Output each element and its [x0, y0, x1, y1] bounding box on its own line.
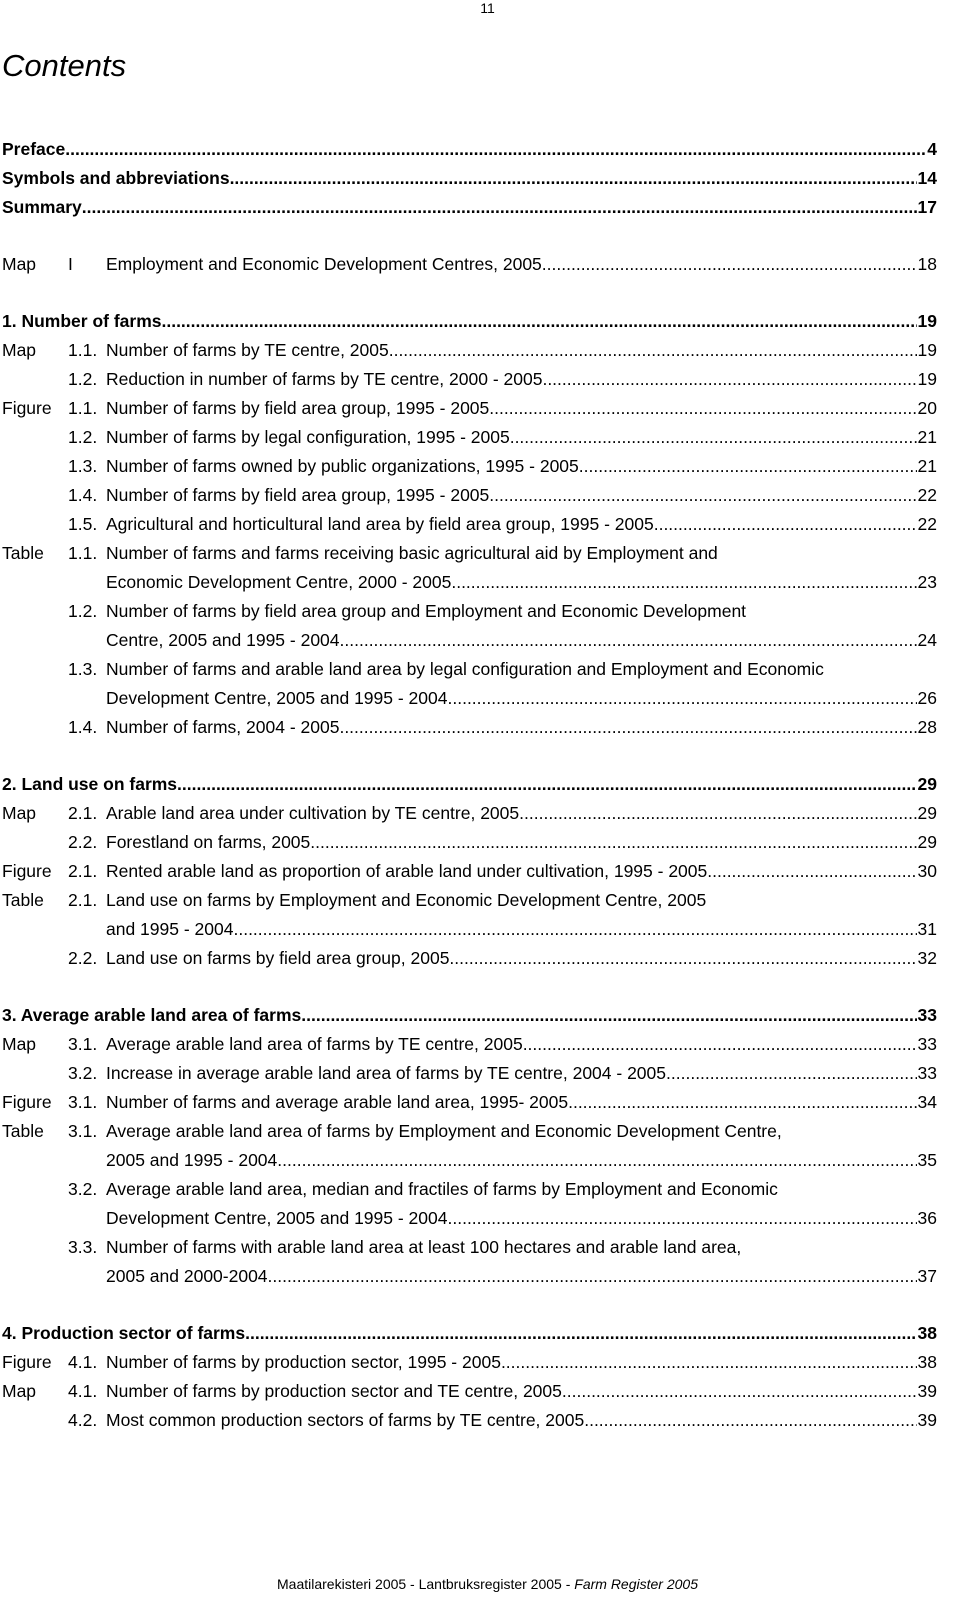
entry-number: 4.1. [68, 1352, 98, 1372]
dot-leader [707, 857, 916, 886]
footer-italic: Farm Register 2005 [574, 1576, 698, 1592]
dot-leader [310, 828, 916, 857]
entry-number: 1.4. [68, 485, 98, 505]
entry-page-number: 23 [917, 572, 937, 592]
entry-title: Most common production sectors of farms by TE centre, 2005 [106, 1410, 585, 1430]
entry-number: 1.3. [68, 456, 98, 476]
table-of-contents [2, 135, 937, 1435]
entry-page-number: 38 [917, 1352, 937, 1372]
dot-leader [65, 135, 926, 164]
entry-number: 1.4. [68, 717, 98, 737]
entry-page-number: 29 [917, 832, 937, 852]
toc-section-entry[interactable] [2, 770, 937, 799]
dot-leader [568, 1088, 916, 1117]
toc-entry[interactable] [2, 626, 937, 655]
toc-entry[interactable] [2, 886, 937, 915]
toc-entry[interactable] [2, 1377, 937, 1406]
toc-entry[interactable] [2, 1117, 937, 1146]
page-number: 11 [480, 0, 495, 16]
toc-entry[interactable] [2, 857, 937, 886]
entry-title: 2. Land use on farms [2, 774, 178, 794]
entry-number: 3.2. [68, 1063, 98, 1083]
dot-leader [161, 307, 916, 336]
dot-leader [448, 1204, 917, 1233]
dot-leader [301, 1001, 916, 1030]
entry-page-number: 19 [917, 340, 937, 360]
entry-title: Average arable land area of farms by TE centre, 2005 [106, 1034, 523, 1054]
dot-leader [339, 713, 916, 742]
toc-entry[interactable] [2, 452, 937, 481]
dot-leader [542, 365, 916, 394]
entry-title: Number of farms by field area group, 1995 - 2005 [106, 485, 490, 505]
entry-title: Number of farms by TE centre, 2005 [106, 340, 389, 360]
entry-page-number: 33 [917, 1034, 937, 1054]
toc-entry[interactable] [2, 423, 937, 452]
entry-title: Number of farms and farms receiving basic agricultural aid by Employment and [106, 543, 718, 563]
page-title: Contents [2, 48, 127, 83]
entry-page-number: 17 [917, 197, 937, 217]
entry-number: 4.2. [68, 1410, 98, 1430]
entry-title: Land use on farms by field area group, 2005 [106, 948, 450, 968]
dot-leader [489, 481, 916, 510]
dot-leader [245, 1319, 916, 1348]
entry-title: Development Centre, 2005 and 1995 - 2004 [106, 1208, 448, 1228]
dot-leader [489, 394, 916, 423]
section-spacer [2, 279, 937, 307]
toc-entry[interactable] [2, 828, 937, 857]
dot-leader [451, 568, 916, 597]
entry-page-number: 33 [917, 1005, 937, 1025]
entry-title: Average arable land area, median and fractiles of farms by Employment and Economic [106, 1179, 778, 1199]
entry-title: Number of farms by field area group and Employment and Economic Development [106, 601, 747, 621]
entry-title: 4. Production sector of farms [2, 1323, 246, 1343]
entry-kind: Table [2, 1121, 44, 1141]
toc-entry[interactable] [2, 250, 937, 279]
entry-title: Number of farms, 2004 - 2005 [106, 717, 340, 737]
entry-page-number: 22 [917, 485, 937, 505]
toc-entry[interactable] [2, 568, 937, 597]
entry-number: 1.2. [68, 601, 98, 621]
toc-entry[interactable] [2, 684, 937, 713]
toc-section-entry[interactable] [2, 164, 937, 193]
entry-page-number: 39 [917, 1381, 937, 1401]
toc-entry[interactable] [2, 915, 937, 944]
entry-number: 3.1. [68, 1034, 98, 1054]
entry-page-number: 18 [917, 254, 937, 274]
entry-page-number: 28 [917, 717, 937, 737]
toc-entry[interactable] [2, 1088, 937, 1117]
entry-page-number: 32 [917, 948, 937, 968]
entry-page-number: 14 [917, 168, 937, 188]
toc-entry[interactable] [2, 597, 937, 626]
toc-entry[interactable] [2, 481, 937, 510]
section-spacer [2, 1291, 937, 1319]
entry-page-number: 31 [917, 919, 937, 939]
dot-leader [230, 164, 917, 193]
entry-number: 2.1. [68, 803, 98, 823]
entry-page-number: 33 [917, 1063, 937, 1083]
dot-leader [584, 1406, 916, 1435]
entry-title: 3. Average arable land area of farms [2, 1005, 302, 1025]
entry-kind: Map [2, 340, 37, 360]
entry-number: 2.1. [68, 890, 98, 910]
entry-kind: Map [2, 1381, 37, 1401]
entry-page-number: 24 [917, 630, 937, 650]
dot-leader [542, 250, 917, 279]
toc-entry[interactable] [2, 655, 937, 684]
entry-number: 1.3. [68, 659, 98, 679]
toc-section-entry[interactable] [2, 307, 937, 336]
dot-leader [501, 1348, 917, 1377]
entry-title: Number of farms with arable land area at least 100 hectares and arable land area, [106, 1237, 742, 1257]
entry-number: 4.1. [68, 1381, 98, 1401]
dot-leader [519, 799, 916, 828]
entry-page-number: 39 [917, 1410, 937, 1430]
dot-leader [654, 510, 917, 539]
dot-leader [268, 1262, 917, 1291]
toc-section-entry[interactable] [2, 1001, 937, 1030]
entry-number: 1.2. [68, 427, 98, 447]
toc-section-entry[interactable] [2, 193, 937, 222]
entry-title: Average arable land area of farms by Employment and Economic Development Centre, [106, 1121, 782, 1141]
entry-page-number: 37 [917, 1266, 937, 1286]
entry-page-number: 22 [917, 514, 937, 534]
entry-title: Forestland on farms, 2005 [106, 832, 311, 852]
toc-entry[interactable] [2, 799, 937, 828]
entry-title: Land use on farms by Employment and Economic Development Centre, 2005 [106, 890, 707, 910]
entry-title: Number of farms by field area group, 1995 - 2005 [106, 398, 490, 418]
toc-entry[interactable] [2, 1348, 937, 1377]
toc-entry[interactable] [2, 1262, 937, 1291]
entry-kind: Table [2, 890, 44, 910]
toc-entry[interactable] [2, 1204, 937, 1233]
dot-leader [82, 193, 917, 222]
toc-entry[interactable] [2, 336, 937, 365]
dot-leader [523, 1030, 917, 1059]
entry-page-number: 38 [917, 1323, 937, 1343]
toc-entry[interactable] [2, 1059, 937, 1088]
entry-title: Arable land area under cultivation by TE centre, 2005 [106, 803, 520, 823]
entry-page-number: 34 [917, 1092, 937, 1112]
entry-title: Number of farms by legal configuration, 1995 - 2005 [106, 427, 510, 447]
entry-title: Number of farms by production sector, 1995 - 2005 [106, 1352, 501, 1372]
entry-title: Economic Development Centre, 2000 - 2005 [106, 572, 452, 592]
toc-entry[interactable] [2, 713, 937, 742]
entry-title: 2005 and 1995 - 2004 [106, 1150, 278, 1170]
entry-number: 3.3. [68, 1237, 98, 1257]
toc-entry[interactable] [2, 539, 937, 568]
entry-page-number: 29 [917, 803, 937, 823]
footer-text: Maatilarekisteri 2005 - Lantbruksregister 2005 - [277, 1576, 575, 1592]
dot-leader [340, 626, 917, 655]
entry-title: Number of farms by production sector and TE centre, 2005 [106, 1381, 562, 1401]
entry-title: Preface [2, 139, 66, 159]
dot-leader [389, 336, 917, 365]
entry-kind: Map [2, 803, 37, 823]
dot-leader [562, 1377, 917, 1406]
entry-number: 2.2. [68, 832, 98, 852]
entry-title: Centre, 2005 and 1995 - 2004 [106, 630, 340, 650]
entry-kind: Figure [2, 1092, 52, 1112]
entry-number: 1.1. [68, 543, 98, 563]
entry-page-number: 26 [917, 688, 937, 708]
entry-number: 2.2. [68, 948, 98, 968]
toc-entry[interactable] [2, 1233, 937, 1262]
footer [0, 1576, 960, 1592]
toc-section-entry[interactable] [2, 135, 937, 164]
dot-leader [233, 915, 916, 944]
entry-title: 1. Number of farms [2, 311, 162, 331]
entry-number: 3.1. [68, 1092, 98, 1112]
entry-number: 1.5. [68, 514, 98, 534]
entry-number: 3.2. [68, 1179, 98, 1199]
dot-leader [449, 944, 916, 973]
toc-entry[interactable] [2, 365, 937, 394]
entry-number: 1.2. [68, 369, 98, 389]
entry-number: I [68, 254, 73, 274]
entry-title: Symbols and abbreviations [2, 168, 230, 188]
dot-leader [448, 684, 917, 713]
dot-leader [510, 423, 917, 452]
dot-leader [277, 1146, 916, 1175]
entry-kind: Table [2, 543, 44, 563]
entry-number: 1.1. [68, 398, 98, 418]
toc-entry[interactable] [2, 1146, 937, 1175]
entry-title: and 1995 - 2004 [106, 919, 234, 939]
entry-number: 1.1. [68, 340, 98, 360]
toc-entry[interactable] [2, 510, 937, 539]
toc-entry[interactable] [2, 944, 937, 973]
entry-page-number: 4 [927, 139, 937, 159]
toc-section-entry[interactable] [2, 1319, 937, 1348]
entry-number: 2.1. [68, 861, 98, 881]
entry-page-number: 19 [917, 311, 937, 331]
entry-kind: Map [2, 1034, 37, 1054]
entry-title: Agricultural and horticultural land area by field area group, 1995 - 2005 [106, 514, 654, 534]
entry-title: Increase in average arable land area of farms by TE centre, 2004 - 2005 [106, 1063, 667, 1083]
toc-entry[interactable] [2, 394, 937, 423]
entry-page-number: 36 [917, 1208, 937, 1228]
entry-title: Number of farms owned by public organizations, 1995 - 2005 [106, 456, 579, 476]
dot-leader [177, 770, 916, 799]
entry-kind: Map [2, 254, 37, 274]
entry-title: Employment and Economic Development Centres, 2005 [106, 254, 542, 274]
entry-kind: Figure [2, 861, 52, 881]
entry-title: Reduction in number of farms by TE centre, 2000 - 2005 [106, 369, 543, 389]
entry-page-number: 35 [917, 1150, 937, 1170]
entry-kind: Figure [2, 1352, 52, 1372]
entry-page-number: 21 [917, 456, 937, 476]
entry-title: Summary [2, 197, 82, 217]
entry-page-number: 19 [917, 369, 937, 389]
toc-entry[interactable] [2, 1406, 937, 1435]
entry-title: Number of farms and average arable land area, 1995- 2005 [106, 1092, 569, 1112]
section-spacer [2, 973, 937, 1001]
toc-entry[interactable] [2, 1175, 937, 1204]
section-spacer [2, 742, 937, 770]
entry-page-number: 21 [917, 427, 937, 447]
entry-page-number: 29 [917, 774, 937, 794]
entry-number: 3.1. [68, 1121, 98, 1141]
toc-entry[interactable] [2, 1030, 937, 1059]
entry-page-number: 20 [917, 398, 937, 418]
entry-title: Rented arable land as proportion of arable land under cultivation, 1995 - 2005 [106, 861, 708, 881]
entry-title: Number of farms and arable land area by legal configuration and Employment and Economic [106, 659, 824, 679]
entry-page-number: 30 [917, 861, 937, 881]
section-spacer [2, 222, 937, 250]
entry-kind: Figure [2, 398, 52, 418]
entry-title: Development Centre, 2005 and 1995 - 2004 [106, 688, 448, 708]
dot-leader [579, 452, 917, 481]
entry-title: 2005 and 2000-2004 [106, 1266, 268, 1286]
dot-leader [666, 1059, 917, 1088]
